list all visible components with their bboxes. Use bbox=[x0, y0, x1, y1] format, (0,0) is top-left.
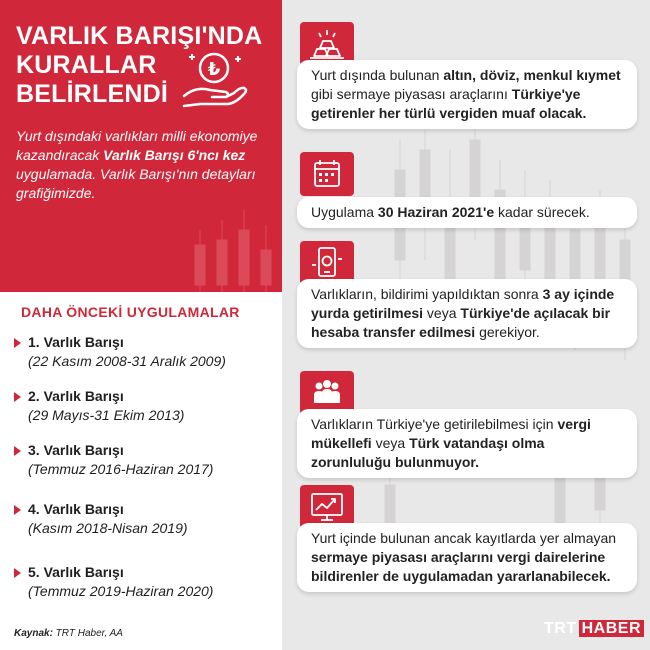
source-text: TRT Haber, AA bbox=[52, 628, 123, 639]
bullet-arrow-icon bbox=[14, 338, 21, 348]
card-3-text-4: Türkiye'de açılacak bir hesaba transfer edilmesi bbox=[311, 305, 611, 340]
title-line-3: BELİRLENDİ bbox=[16, 80, 168, 108]
source-label: Kaynak: bbox=[14, 628, 53, 639]
card-3-text-5: gerekiyor. bbox=[475, 324, 540, 340]
previous-applications-panel bbox=[0, 292, 282, 650]
intro-highlight: Varlık Barışı 6'ncı kez bbox=[103, 147, 246, 163]
previous-item-name: 3. Varlık Barışı bbox=[28, 442, 124, 458]
card-1-text-4: Türkiye'ye getirenler her türlü vergiden muaf olacak. bbox=[311, 86, 587, 121]
card-4 bbox=[297, 409, 637, 478]
card-2-text-2: 30 Haziran 2021'e bbox=[377, 204, 495, 220]
card-3 bbox=[297, 279, 637, 348]
intro-text bbox=[16, 127, 271, 203]
card-1 bbox=[297, 60, 637, 129]
card-4-text-4: Türk vatandaşı olma zorunluluğu bulunmuyor. bbox=[311, 435, 545, 470]
card-1-text-1: Yurt dışında bulunan bbox=[311, 67, 444, 83]
previous-item-range: (Kasım 2018-Nisan 2019) bbox=[28, 520, 188, 536]
card-5-text-1: Yurt içinde bulunan ancak kayıtlarda yer almayan bbox=[311, 530, 617, 546]
card-4-text-1: Varlıkların Türkiye'ye getirilebilmesi için bbox=[311, 416, 558, 432]
card-3-text-3: veya bbox=[423, 305, 461, 321]
previous-item-range: (Temmuz 2016-Haziran 2017) bbox=[28, 461, 214, 477]
svg-text:₺: ₺ bbox=[207, 59, 221, 80]
intro-part-2: uygulamada. Varlık Barışı'nın detayları grafiğimizde. bbox=[16, 166, 256, 201]
card-2 bbox=[297, 197, 637, 228]
source-note bbox=[14, 628, 123, 639]
bullet-arrow-icon bbox=[14, 446, 21, 456]
card-1-text-3: gibi sermaye piyasası araçlarını bbox=[311, 86, 512, 102]
previous-item-range: (22 Kasım 2008-31 Aralık 2009) bbox=[28, 353, 226, 369]
previous-applications-title: DAHA ÖNCEKİ UYGULAMALAR bbox=[21, 304, 240, 320]
intro-part-1: Yurt dışındaki varlıkları milli ekonomiye kazandıracak bbox=[16, 128, 258, 163]
bullet-arrow-icon bbox=[14, 505, 21, 515]
bullet-arrow-icon bbox=[14, 568, 21, 578]
card-5-text-2: sermaye piyasası araçlarını vergi dairelerine bildirenler de uygulamadan yararlanabilecek. bbox=[311, 549, 611, 584]
logo-trt: TRT bbox=[544, 620, 577, 637]
bullet-arrow-icon bbox=[14, 392, 21, 402]
card-2-text-3: kadar sürecek. bbox=[494, 204, 590, 220]
logo-haber: HABER bbox=[579, 620, 644, 637]
trt-haber-logo bbox=[544, 620, 644, 638]
card-4-text-2: vergi mükellefi bbox=[311, 416, 591, 451]
card-2-icon-badge bbox=[300, 152, 354, 196]
card-3-text-2: 3 ay içinde yurda getirilmesi bbox=[311, 286, 615, 321]
title-line-2: KURALLAR bbox=[16, 51, 157, 79]
card-4-text-3: veya bbox=[371, 435, 410, 451]
previous-item-name: 5. Varlık Barışı bbox=[28, 564, 124, 580]
header-panel bbox=[0, 0, 282, 292]
previous-item-range: (29 Mayıs-31 Ekim 2013) bbox=[28, 407, 185, 423]
card-3-text-1: Varlıkların, bildirimi yapıldıktan sonra bbox=[311, 286, 543, 302]
calendar-icon bbox=[300, 152, 354, 196]
previous-item-name: 2. Varlık Barışı bbox=[28, 388, 124, 404]
title-line-1: VARLIK BARIŞI'NDA bbox=[16, 22, 263, 50]
card-1-text-2: altın, döviz, menkul kıymet bbox=[443, 67, 621, 83]
lira-coin-hand-icon bbox=[180, 48, 260, 110]
previous-item-name: 1. Varlık Barışı bbox=[28, 334, 124, 350]
previous-item-name: 4. Varlık Barışı bbox=[28, 501, 124, 517]
card-5 bbox=[297, 523, 637, 592]
card-2-text-1: Uygulama bbox=[311, 204, 378, 220]
previous-item-range: (Temmuz 2019-Haziran 2020) bbox=[28, 583, 214, 599]
